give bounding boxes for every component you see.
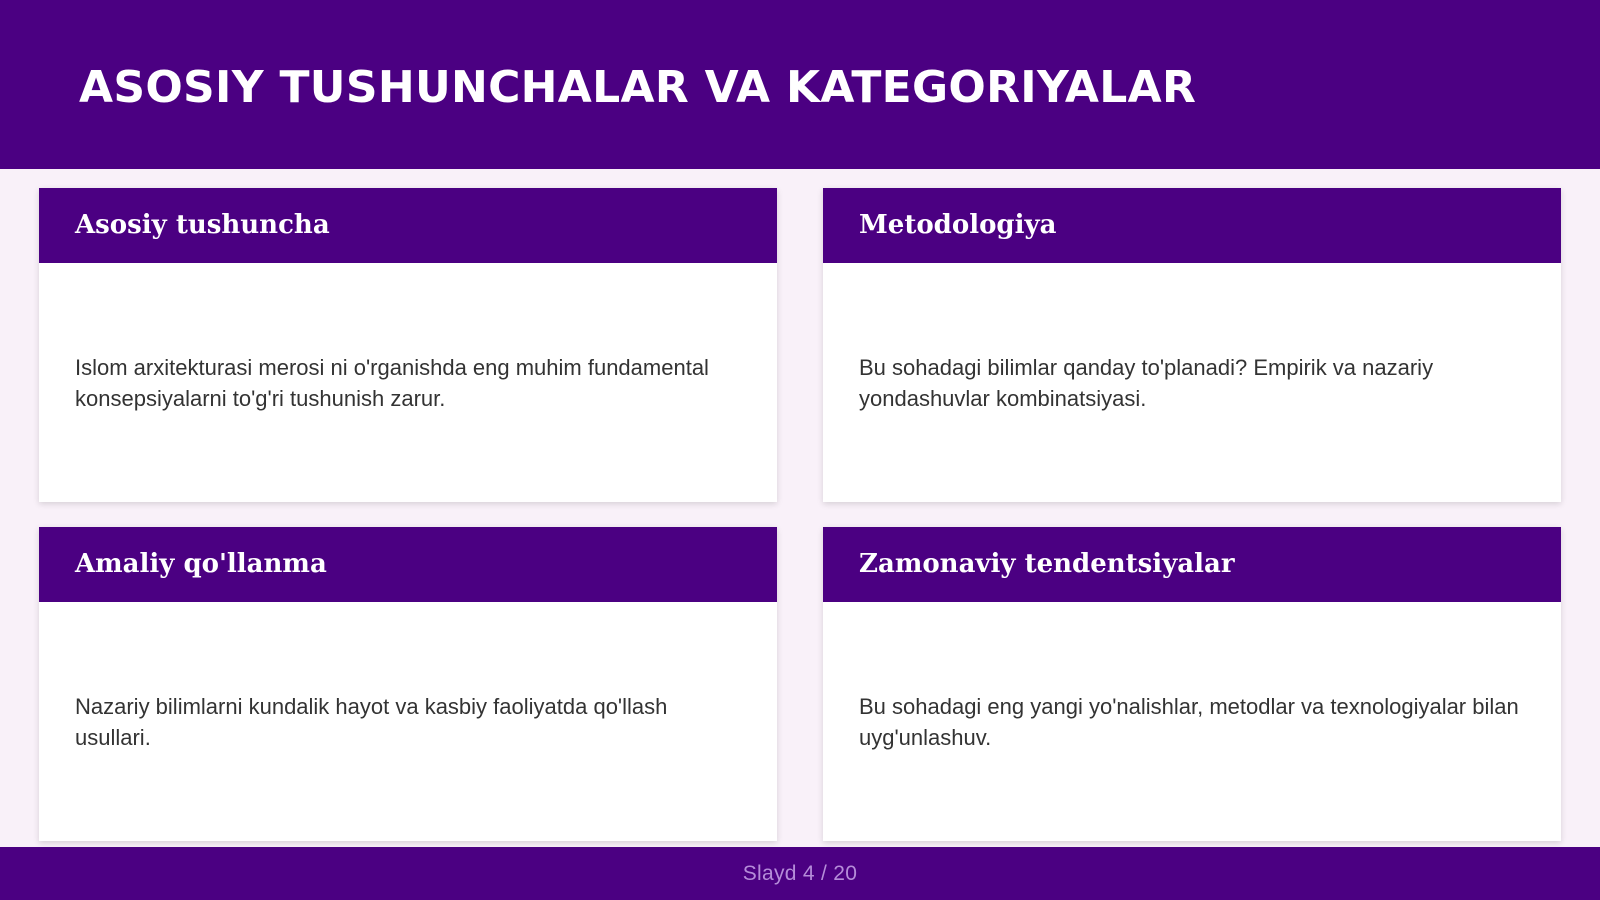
card-title: Metodologiya — [859, 210, 1057, 240]
card-header — [39, 527, 777, 602]
card-body — [39, 263, 777, 502]
card-amaliy-qollanma — [39, 527, 777, 841]
card-header — [823, 527, 1561, 602]
card-body — [39, 602, 777, 841]
slide-footer — [0, 847, 1600, 900]
card-text: Bu sohadagi eng yangi yo'nalishlar, metodlar va texnologiyalar bilan uyg'unlashuv. — [859, 693, 1519, 750]
card-header — [823, 188, 1561, 263]
card-text: Bu sohadagi bilimlar qanday to'planadi? Empirik va nazariy yondashuvlar kombinatsiyasi. — [859, 354, 1434, 411]
slide-counter: Slayd 4 / 20 — [742, 861, 858, 885]
card-title: Asosiy tushuncha — [75, 210, 330, 240]
card-text: Islom arxitekturasi merosi ni o'rganishda eng muhim fundamental konsepsiyalarni to'g'ri tushunish zarur. — [75, 354, 709, 411]
card-body — [823, 602, 1561, 841]
card-title: Zamonaviy tendentsiyalar — [859, 549, 1235, 579]
card-zamonaviy-tendentsiyalar — [823, 527, 1561, 841]
card-title: Amaliy qo'llanma — [75, 549, 327, 579]
card-asosiy-tushuncha — [39, 188, 777, 502]
card-metodologiya — [823, 188, 1561, 502]
card-body — [823, 263, 1561, 502]
page-title: ASOSIY TUSHUNCHALAR VA KATEGORIYALAR — [79, 62, 1197, 113]
card-header — [39, 188, 777, 263]
slide-header — [0, 0, 1600, 169]
card-text: Nazariy bilimlarni kundalik hayot va kasbiy faoliyatda qo'llash usullari. — [75, 693, 668, 750]
